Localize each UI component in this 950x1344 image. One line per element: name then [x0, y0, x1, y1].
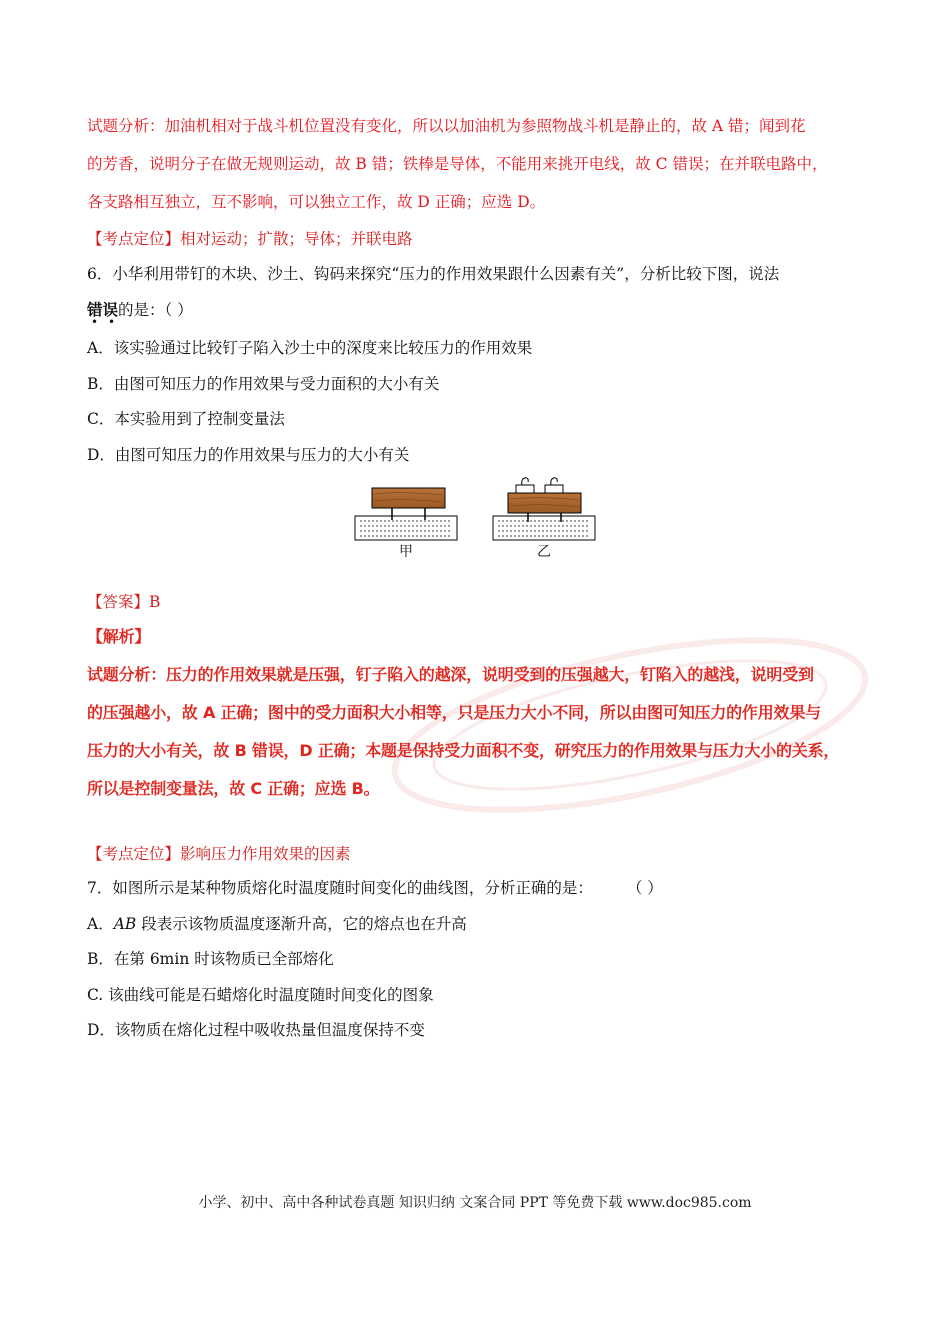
- q7-paren: （ ）: [626, 879, 663, 897]
- weights: [516, 478, 563, 493]
- q7-option-a: [87, 914, 467, 934]
- q6-stem-rest: 的是：（ ）: [118, 301, 193, 319]
- kaodian6: [87, 844, 351, 864]
- q6-figure: [350, 472, 600, 564]
- q7-option-b: B．在第 6min 时该物质已全部熔化: [87, 950, 334, 968]
- q7-option-d: D．该物质在熔化过程中吸收热量但温度保持不变: [87, 1021, 425, 1039]
- q6-option-a: A．该实验通过比较钉子陷入沙土中的深度来比较压力的作用效果: [87, 339, 533, 357]
- q6-option-d: D．由图可知压力的作用效果与压力的大小有关: [87, 446, 410, 464]
- page-footer: 小学、初中、高中各种试卷真题 知识归纳 文案合同 PPT 等免费下载 www.doc985.com: [198, 1195, 752, 1211]
- q7-option-a-italic: AB: [113, 915, 137, 933]
- q6-option-c: C．本实验用到了控制变量法: [87, 410, 285, 428]
- kaodian5-label: 【考点定位】: [87, 230, 181, 248]
- q7-option-a-rest: 段表示该物质温度逐渐升高，它的熔点也在升高: [136, 915, 467, 933]
- analysis5-line2: 的芳香，说明分子在做无规则运动，故 B 错；铁棒是导体，不能用来挑开电线，故 C 错误；在并联电路中，: [87, 155, 828, 173]
- jiexi6-line4: 所以是控制变量法，故 C 正确；应选 B。: [87, 779, 380, 798]
- jiexi6-line2: 的压强越小，故 A 正确；图中的受力面积大小相等，只是压力大小不同，所以由图可知压力的作用效果与: [87, 703, 821, 722]
- figure-label-left: 甲: [399, 544, 413, 560]
- kaodian5-text: 相对运动；扩散；导体；并联电路: [180, 230, 413, 248]
- jiexi6-line3: 压力的大小有关，故 B 错误，D 正确；本题是保持受力面积不变，研究压力的作用效果与压力大小的关系，: [87, 741, 840, 760]
- kaodian6-text: 影响压力作用效果的因素: [180, 845, 351, 863]
- kaodian5: [87, 229, 413, 249]
- q7-option-c: C. 该曲线可能是石蜡熔化时温度随时间变化的图象: [87, 986, 434, 1004]
- sand-box-left: [355, 516, 457, 540]
- jiexi6-line1: 试题分析：压力的作用效果就是压强，钉子陷入的越深，说明受到的压强越大，钉陷入的越浅，说明受到: [87, 665, 814, 684]
- wood-block-left: [372, 488, 445, 508]
- watermark-logo: [368, 590, 892, 860]
- jiexi6-label: 【解析】: [87, 627, 151, 646]
- q6-emphasis: 错误 • •: [87, 300, 119, 329]
- wood-block-right: [508, 493, 581, 513]
- q6-stem-line1: 6．小华利用带钉的木块、沙土、钩码来探究“压力的作用效果跟什么因素有关”，分析比较下图，说法: [87, 265, 780, 283]
- figure-label-right: 乙: [537, 544, 551, 560]
- q6-stem-line2: [87, 300, 193, 329]
- q6-option-b: B．由图可知压力的作用效果与受力面积的大小有关: [87, 375, 440, 393]
- q7-option-a-prefix: A．: [87, 915, 114, 933]
- answer6: [87, 592, 160, 612]
- sand-box-right: [493, 516, 595, 540]
- answer6-value: B: [149, 593, 161, 611]
- analysis5-line3: 各支路相互独立，互不影响，可以独立工作，故 D 正确；应选 D。: [87, 193, 546, 211]
- q7-stem-row: [87, 878, 663, 898]
- q7-stem: 7．如图所示是某种物质熔化时温度随时间变化的曲线图，分析正确的是：: [87, 879, 593, 897]
- q6-emphasis-text: 错误: [87, 300, 119, 319]
- analysis5-line1: 试题分析：加油机相对于战斗机位置没有变化，所以以加油机为参照物战斗机是静止的，故 A 错；闻到花: [87, 117, 806, 135]
- answer6-label: 【答案】: [87, 593, 150, 611]
- kaodian6-label: 【考点定位】: [87, 845, 181, 863]
- jiexi6-label-row: [87, 627, 150, 647]
